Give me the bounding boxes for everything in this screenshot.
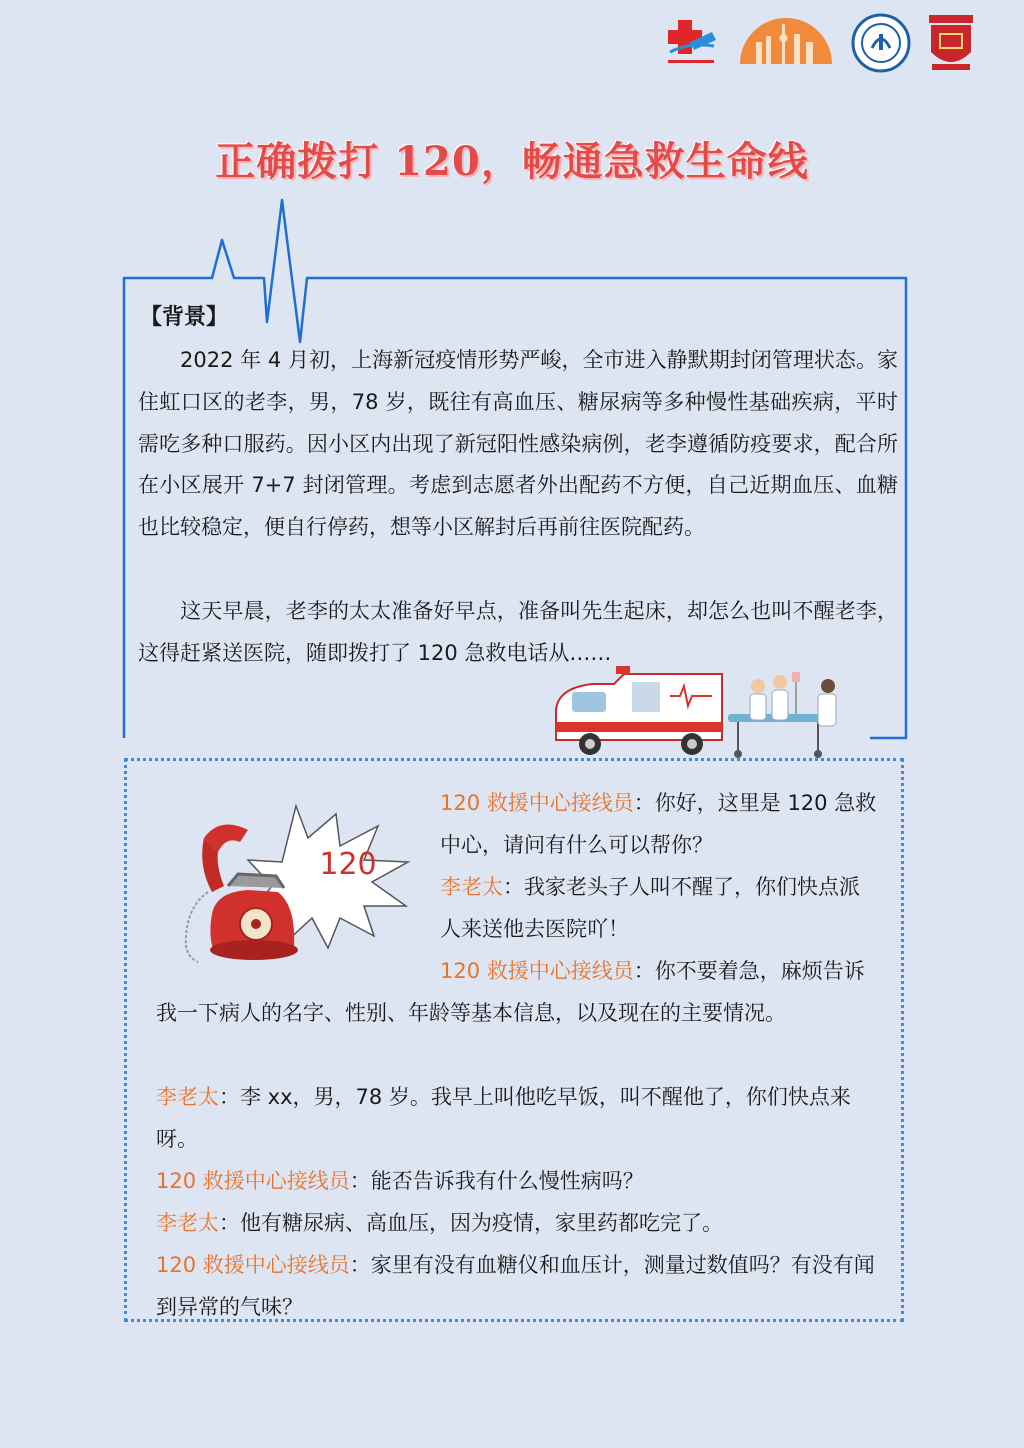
logo-bar — [660, 12, 976, 74]
speaker-operator: 120 救援中心接线员 — [156, 1253, 350, 1277]
red-cross-logo — [660, 12, 722, 74]
dialogue-line: 120 救援中心接线员：家里有没有血糖仪和血压计，测量过数值吗？有没有闻到异常的气味？ — [156, 1253, 875, 1319]
speaker-li-laotai: 李老太 — [440, 875, 503, 899]
page-title: 正确拨打 120，畅通急救生命线 — [215, 138, 809, 185]
ambulance-illustration — [552, 664, 872, 760]
dialogue-text: 你不要着急，麻烦告诉我一下病人的名字、性别、年龄等基本信息，以及现在的主要情况。 — [156, 959, 865, 1025]
speaker-li-laotai: 李老太 — [156, 1211, 219, 1235]
speaker-operator: 120 救援中心接线员 — [156, 1169, 350, 1193]
university-seal-logo — [850, 12, 912, 74]
dialogue-line: 李老太：他有糖尿病、高血压，因为疫情，家里药都吃完了。 — [156, 1211, 723, 1235]
dialogue-line: 李老太：我家老头子人叫不醒了，你们快点派人来送他去医院吖！ — [440, 875, 860, 941]
healthy-shanghai-logo — [736, 12, 836, 74]
dialogue-text: 他有糖尿病、高血压，因为疫情，家里药都吃完了。 — [240, 1211, 723, 1235]
dialogue-line: 李老太：李 xx，男，78 岁。我早上叫他吃早饭，叫不醒他了，你们快点来呀。 — [156, 1085, 851, 1151]
speaker-operator: 120 救援中心接线员 — [440, 959, 634, 983]
dialogue-text: 我家老头子人叫不醒了，你们快点派人来送他去医院吖！ — [440, 875, 860, 941]
background-paragraph-2: 这天早晨，老李的太太准备好早点，准备叫先生起床，却怎么也叫不醒老李，这得赶紧送医院，随即拨打了 120 急救电话从…… — [138, 599, 898, 665]
dialogue-line: 120 救援中心接线员：能否告诉我有什么慢性病吗？ — [156, 1169, 644, 1193]
dialogue-text: 你好，这里是 120 急救中心，请问有什么可以帮你？ — [440, 791, 877, 857]
background-heading: 【背景】 — [140, 305, 229, 330]
background-paragraph-1: 2022 年 4 月初，上海新冠疫情形势严峻，全市进入静默期封闭管理状态。家住虹口区的老李，男，78 岁，既往有高血压、糖尿病等多种慢性基础疾病，平时需吃多种口服药。因小区内出现了新冠阳性感染病例，老李遵循防疫要求，配合所在小区展开 7+7 封闭管理。考虑到志愿者外出配药不方便，自己近期血压、血糖也比较稳定，便自行停药，想等小区解封后再前往医院配药。 — [138, 348, 898, 540]
telephone-illustration — [168, 796, 424, 974]
dialogue-line: 120 救援中心接线员：你不要着急，麻烦告诉我一下病人的名字、性别、年龄等基本信息，以及现在的主要情况。 — [156, 959, 865, 1025]
dialogue-text: 家里有没有血糖仪和血压计，测量过数值吗？有没有闻到异常的气味？ — [156, 1253, 875, 1319]
dialogue-line: 120 救援中心接线员：你好，这里是 120 急救中心，请问有什么可以帮你？ — [440, 791, 877, 857]
school-badge-logo — [926, 12, 976, 74]
dialogue-text: 能否告诉我有什么慢性病吗？ — [370, 1169, 644, 1193]
dialogue-text: 李 xx，男，78 岁。我早上叫他吃早饭，叫不醒他了，你们快点来呀。 — [156, 1085, 851, 1151]
speaker-li-laotai: 李老太 — [156, 1085, 219, 1109]
phone-120-label: 120 — [319, 847, 377, 882]
speaker-operator: 120 救援中心接线员 — [440, 791, 634, 815]
